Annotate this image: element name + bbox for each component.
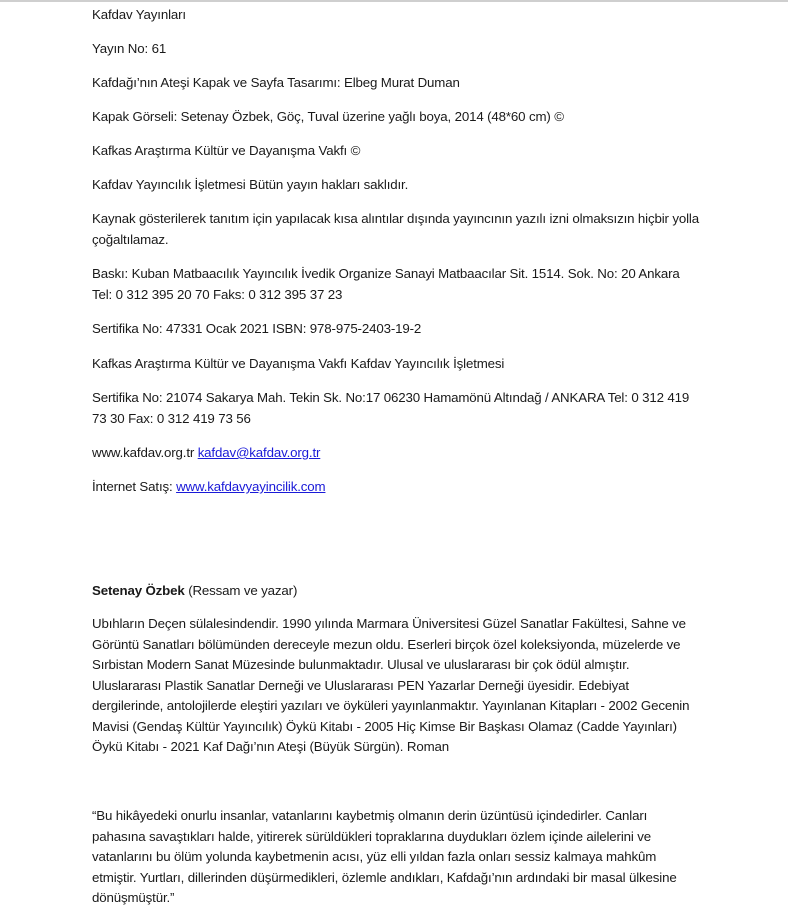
top-border-rule xyxy=(0,0,788,2)
publisher-full-name: Kafkas Araştırma Kültür ve Dayanışma Vakfı Kafdav Yayıncılık İşletmesi xyxy=(92,356,505,371)
rights-reserved: Kafdav Yayıncılık İşletmesi Bütün yayın hakları saklıdır. xyxy=(92,177,409,192)
email-link[interactable]: kafdav@kafdav.org.tr xyxy=(197,445,321,460)
contact-line xyxy=(92,443,700,464)
cover-image-credit: Kapak Görseli: Setenay Özbek, Göç, Tuval üzerine yağlı boya, 2014 (48*60 cm) © xyxy=(92,109,564,124)
online-sales-link[interactable]: www.kafdavyayincilik.com xyxy=(176,479,326,494)
publication-number: Yayın No: 61 xyxy=(92,41,167,56)
online-sales-label: İnternet Satış: xyxy=(92,479,173,494)
website-text: www.kafdav.org.tr xyxy=(92,445,195,460)
online-sales-line xyxy=(92,477,700,498)
author-heading xyxy=(92,581,700,602)
certificate-isbn: Sertifika No: 47331 Ocak 2021 ISBN: 978-975-2403-19-2 xyxy=(92,321,422,336)
publisher-address: Sertifika No: 21074 Sakarya Mah. Tekin Sk. No:17 06230 Hamamönü Altındağ / ANKARA Tel: 0 312 419 73 30 Fax: 0 312 419 73 56 xyxy=(92,390,690,426)
printing-info: Baskı: Kuban Matbaacılık Yayıncılık İvedik Organize Sanayi Matbaacılar Sit. 1514. Sok. No: 20 Ankara Tel: 0 312 395 20 70 Faks: 0 312 395 37 23 xyxy=(92,266,680,302)
reproduction-notice: Kaynak gösterilerek tanıtım için yapılacak kısa alıntılar dışında yayıncının yazılı izni olmaksızın hiçbir yolla çoğaltılamaz. xyxy=(92,211,699,247)
publisher-name: Kafdav Yayınları xyxy=(92,7,186,22)
author-role: (Ressam ve yazar) xyxy=(188,583,298,598)
author-bio: Ubıhların Deçen sülalesindendir. 1990 yılında Marmara Üniversitesi Güzel Sanatlar Fakültesi, Sahne ve Görüntü Sanatları bölümünden dereceyle mezun oldu. Eserleri birçok özel koleksiyonda, müzelerde ve Sırbistan Modern Sanat Müzesinde bulunmaktadır. Ulusal ve uluslararası bir çok ödül almıştır. Uluslararası Plastik Sanatlar Derneği ve Uluslararası PEN Yazarlar Derneği üyesidir. Edebiyat dergilerinde, antolojilerde eleştiri yazıları ve öyküleri yayınlanmaktır. Yayınlanan Kitapları - 2002 Gecenin Mavisi (Gendaş Kültür Yayıncılık) Öykü Kitabı - 2005 Hiç Kimse Bir Başkası Olamaz (Cadde Yayınları) Öykü Kitabı - 2021 Kaf Dağı’nın Ateşi (Büyük Sürgün). Roman xyxy=(92,616,690,754)
book-quote: “Bu hikâyedeki onurlu insanlar, vatanlarını kaybetmiş olmanın derin üzüntüsü içindedirler. Canları pahasına savaştıkları halde, yitirerek sürüldükleri topraklarına duydukları özlem içinde ailelerini ve vatanlarını bu ölüm yolunda kaybetmenin acısı, yüz elli yıldan fazla onları sessiz kalmaya mahkûm etmiştir. Yurtları, dillerinden düşürmedikleri, özlemle andıkları, Kafdağı’nın ardındaki bir masal ülkesine dönüşmüştür.” xyxy=(92,808,677,905)
design-credit: Kafdağı’nın Ateşi Kapak ve Sayfa Tasarımı: Elbeg Murat Duman xyxy=(92,75,460,90)
foundation-copyright: Kafkas Araştırma Kültür ve Dayanışma Vakfı © xyxy=(92,143,361,158)
author-name: Setenay Özbek xyxy=(92,583,185,598)
